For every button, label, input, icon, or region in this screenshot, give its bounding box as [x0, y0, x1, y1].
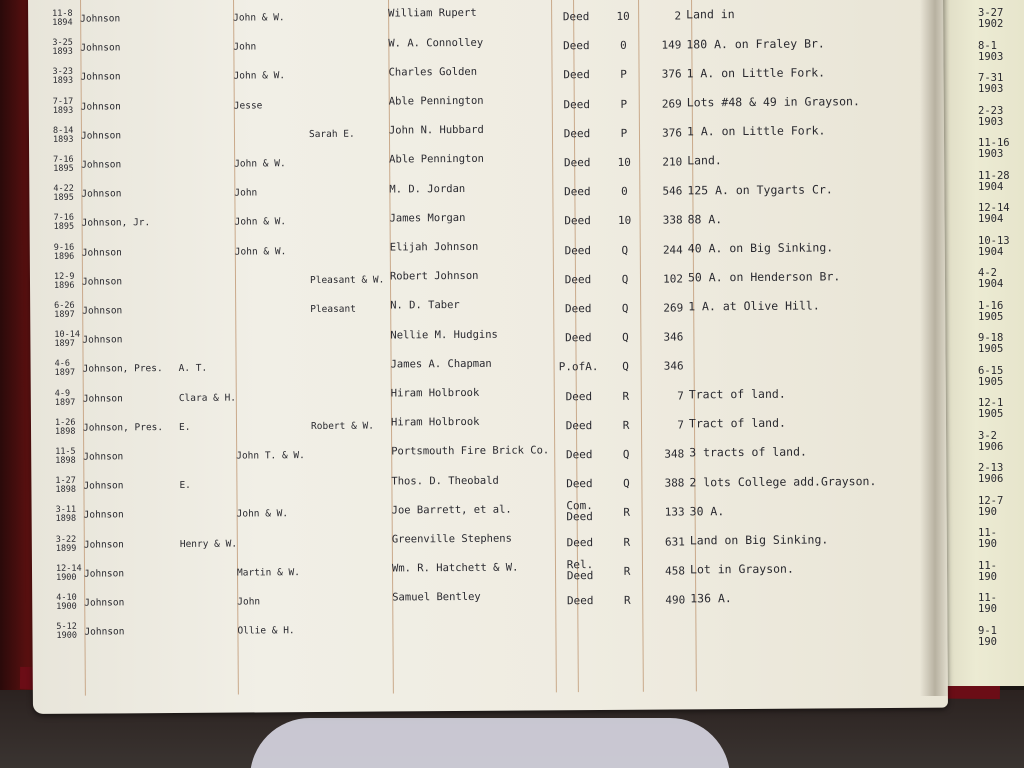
entry-kind: Deed: [565, 448, 593, 462]
entry-date: 7-16 1895: [53, 154, 74, 174]
entry-book: 10: [616, 9, 630, 23]
facing-date: 12-14 1904: [978, 202, 1010, 225]
entry-book: R: [623, 506, 630, 520]
entry-g1: E.: [179, 480, 191, 492]
entry-desc: 125 A. on Tygarts Cr.: [687, 181, 833, 197]
ledger-row: [28, 29, 928, 63]
entry-date: 4-10 1900: [56, 592, 77, 612]
entry-desc: Land.: [687, 153, 722, 168]
entry-desc: Lots #48 & 49 in Grayson.: [686, 94, 860, 110]
entry-g2: John & W.: [236, 508, 289, 520]
entry-kind: Deed: [563, 126, 591, 141]
entry-book: P: [620, 68, 627, 82]
entry-date: 8-14 1893: [52, 125, 74, 145]
ledger-row: [32, 613, 932, 647]
facing-date: 3-2 1906: [978, 429, 1004, 453]
entry-page: 149: [661, 38, 682, 52]
facing-date: 11-16 1903: [978, 137, 1010, 160]
entry-kind: Deed: [564, 185, 591, 199]
entry-desc: 40 A. on Big Sinking.: [687, 240, 834, 256]
entry-surname: Johnson: [80, 130, 122, 142]
entry-kind: Deed: [565, 331, 592, 345]
fabric-foreground: [250, 718, 730, 768]
entry-grantee: Joe Barrett, et al.: [391, 503, 512, 517]
entry-desc: 1 A. at Olive Hill.: [688, 298, 820, 314]
entry-g2: John & W.: [233, 12, 285, 24]
entry-surname: Johnson: [80, 71, 121, 84]
entry-kind: Deed: [563, 68, 590, 82]
entry-page: 2: [674, 9, 682, 23]
entry-page: 490: [665, 593, 686, 607]
entry-grantee: Greenville Stephens: [391, 532, 512, 546]
entry-book: 0: [620, 39, 627, 53]
entry-g2: Martin & W.: [236, 566, 300, 579]
entry-g3: Pleasant & W.: [309, 274, 385, 286]
facing-date: 11- 190: [978, 527, 997, 550]
entry-surname: Johnson: [82, 305, 123, 317]
entry-date: 6-26 1897: [54, 300, 75, 320]
entry-kind: Deed: [564, 302, 592, 316]
entry-book: 0: [621, 185, 628, 199]
ledger-row: [29, 204, 929, 238]
entry-page: 631: [664, 535, 685, 549]
entry-surname: Johnson: [81, 276, 123, 288]
entry-page: 376: [662, 126, 683, 140]
facing-date: 3-27 1902: [978, 7, 1004, 30]
entry-grantee: Portsmouth Fire Brick Co.: [391, 444, 550, 458]
entry-g2: Ollie & H.: [237, 625, 295, 637]
entry-date: 5-12 1900: [56, 621, 77, 642]
entry-date: 3-22 1899: [55, 534, 77, 554]
entry-desc: 1 A. on Little Fork.: [686, 123, 826, 139]
facing-date: 9-18 1905: [978, 332, 1004, 355]
entry-date: 4-9 1897: [54, 388, 76, 408]
entry-g2: John: [233, 41, 257, 53]
entry-surname: Johnson: [83, 568, 125, 580]
entry-desc: Lot in Grayson.: [689, 561, 794, 577]
entry-surname: Johnson: [83, 451, 124, 463]
facing-date: 1-16 1905: [978, 299, 1004, 323]
facing-date: 2-13 1906: [978, 462, 1004, 485]
entry-date: 3-25 1893: [52, 37, 73, 58]
entry-book: Q: [622, 331, 629, 345]
entry-g2: John: [234, 187, 258, 199]
entry-grantee: M. D. Jordan: [389, 182, 466, 196]
entry-desc: 88 A.: [687, 211, 723, 227]
entry-date: 4-6 1897: [54, 359, 76, 379]
entry-g2: John & W.: [234, 245, 287, 258]
entry-surname: Johnson, Pres.: [82, 421, 164, 434]
ledger-row: [31, 379, 931, 413]
ledger-row: [31, 409, 931, 443]
entry-grantee: Robert Johnson: [389, 270, 479, 283]
entry-g1: A. T.: [178, 363, 208, 375]
entry-page: 102: [663, 272, 684, 286]
facing-date: 4-2 1904: [978, 267, 1004, 290]
entry-surname: Johnson: [81, 188, 122, 200]
entry-g2: John & W.: [233, 70, 286, 82]
entry-kind: Com. Deed: [566, 499, 593, 524]
entry-book: Q: [621, 272, 629, 286]
entry-surname: Johnson: [81, 159, 122, 171]
entry-date: 12-9 1896: [53, 271, 75, 291]
entry-page: 133: [664, 505, 685, 519]
entry-grantee: Able Pennington: [388, 94, 484, 108]
entry-page: 458: [665, 564, 686, 578]
entry-grantee: W. A. Connolley: [388, 36, 484, 50]
ledger-row: [29, 87, 929, 121]
entry-book: 10: [617, 214, 632, 228]
facing-date: 11-28 1904: [978, 169, 1010, 193]
entry-surname: Johnson: [83, 480, 124, 492]
entry-page: 346: [663, 330, 684, 344]
entry-desc: 180 A. on Fraley Br.: [686, 36, 825, 51]
entry-date: 7-16 1895: [53, 213, 75, 233]
entry-g2: John: [237, 596, 261, 608]
facing-date: 11- 190: [978, 559, 997, 583]
entry-desc: 2 lots College add.Grayson.: [689, 473, 877, 489]
ledger-row: [29, 175, 929, 209]
ledger-row: [28, 58, 928, 92]
facing-date: 11- 190: [978, 592, 997, 615]
entry-date: 1-26 1898: [54, 417, 76, 437]
entry-book: R: [623, 535, 631, 549]
entry-surname: Johnson: [82, 392, 123, 405]
entry-book: Q: [621, 243, 629, 257]
entry-desc: 3 tracts of land.: [689, 444, 807, 460]
entry-g2: John & W.: [234, 158, 286, 170]
entry-kind: Deed: [562, 10, 590, 24]
entry-book: R: [622, 389, 630, 403]
entry-kind: Deed: [565, 418, 593, 433]
entry-date: 12-14 1900: [55, 563, 82, 583]
ledger-row: [32, 555, 932, 589]
ledger-row: [30, 263, 930, 297]
facing-date: 12-1 1905: [978, 397, 1004, 420]
entry-grantee: Hiram Holbrook: [390, 416, 480, 429]
entry-g3: Sarah E.: [308, 128, 355, 140]
entry-g3: Robert & W.: [310, 420, 374, 432]
entry-desc: Tract of land.: [688, 415, 786, 431]
entry-date: 7-17 1893: [52, 96, 74, 116]
entry-page: 7: [677, 418, 685, 432]
entry-grantee: Samuel Bentley: [392, 591, 481, 604]
facing-date: 10-13 1904: [978, 234, 1010, 258]
entry-grantee: Able Pennington: [389, 153, 485, 166]
entry-g2: John & W.: [234, 216, 287, 228]
entry-page: 269: [661, 97, 682, 111]
entry-page: 269: [663, 301, 684, 315]
facing-date: 8-1 1903: [978, 39, 1004, 63]
entry-book: Q: [621, 301, 629, 315]
entry-date: 10-14 1897: [54, 329, 80, 350]
ledger-row: [30, 321, 930, 355]
entry-book: P: [620, 126, 628, 140]
entry-desc: Tract of land.: [688, 386, 786, 402]
entry-grantee: Nellie M. Hudgins: [390, 328, 498, 342]
entry-book: P: [620, 97, 628, 111]
entry-page: 338: [662, 213, 683, 227]
facing-page: [940, 0, 1024, 686]
entry-g1: Henry & W.: [179, 538, 238, 550]
entry-desc: Land on Big Sinking.: [689, 532, 829, 548]
entry-kind: Deed: [566, 594, 594, 608]
entry-kind: Deed: [565, 389, 593, 403]
entry-page: 376: [661, 67, 682, 81]
entry-g3: Pleasant: [310, 303, 356, 316]
entry-desc: 136 A.: [690, 591, 732, 606]
entry-grantee: Charles Golden: [388, 65, 478, 79]
entry-g2: John T. & W.: [236, 450, 305, 462]
entry-page: 210: [662, 155, 683, 169]
entry-kind: Deed: [564, 243, 592, 257]
entry-surname: Johnson: [80, 13, 121, 25]
ledger-row: [31, 350, 931, 384]
book-gutter-shadow: [920, 0, 950, 696]
entry-g1: Clara & H.: [178, 392, 237, 404]
entry-kind: Rel. Deed: [566, 557, 594, 583]
entry-surname: Johnson, Pres.: [82, 363, 163, 376]
entry-page: 7: [677, 389, 684, 403]
entry-book: R: [623, 564, 631, 578]
facing-date: 7-31 1903: [978, 72, 1004, 95]
entry-surname: Johnson: [83, 538, 124, 551]
entry-kind: Deed: [566, 477, 593, 491]
entry-date: 11-8 1894: [52, 8, 73, 28]
entry-date: 1-27 1898: [55, 475, 76, 496]
ledger-page: [28, 0, 948, 714]
entry-grantee: Wm. R. Hatchett & W.: [391, 561, 519, 575]
entry-grantee: N. D. Taber: [390, 299, 460, 312]
entry-kind: Deed: [564, 214, 591, 228]
entry-g2: Jesse: [233, 99, 263, 112]
entry-grantee: William Rupert: [388, 7, 477, 20]
entry-surname: Johnson: [82, 334, 123, 346]
entry-grantee: John N. Hubbard: [388, 124, 484, 137]
ledger-row: [30, 233, 930, 267]
entry-grantee: James A. Chapman: [390, 357, 492, 371]
entry-date: 3-11 1898: [55, 505, 77, 525]
entry-book: Q: [622, 360, 629, 374]
entry-book: Q: [623, 476, 630, 491]
entry-kind: Deed: [564, 272, 592, 287]
entry-date: 11-5 1898: [55, 446, 76, 466]
entry-book: 10: [617, 155, 631, 169]
entry-surname: Johnson: [83, 509, 124, 522]
entry-desc: Land in: [686, 7, 735, 22]
entry-surname: Johnson, Jr.: [81, 217, 151, 230]
facing-date: 9-1 190: [978, 624, 997, 648]
entry-kind: Deed: [563, 39, 590, 53]
entry-kind: P.ofA.: [558, 360, 599, 374]
entry-kind: Deed: [563, 97, 591, 111]
entry-grantee: James Morgan: [389, 211, 466, 225]
entry-kind: Deed: [563, 156, 591, 170]
ledger-row: [29, 117, 929, 151]
entry-page: 546: [662, 184, 683, 198]
entry-grantee: Elijah Johnson: [389, 240, 479, 254]
entry-book: R: [623, 593, 631, 607]
entry-book: R: [622, 418, 630, 432]
entry-page: 388: [664, 476, 685, 490]
entry-grantee: Hiram Holbrook: [390, 386, 480, 400]
facing-date: 12-7 190: [978, 494, 1004, 518]
entry-desc: 50 A. on Henderson Br.: [687, 269, 841, 285]
entry-surname: Johnson: [84, 626, 125, 638]
entry-grantee: Thos. D. Theobald: [391, 474, 499, 488]
entry-surname: Johnson: [81, 246, 122, 259]
entry-date: 3-23 1893: [52, 67, 74, 87]
entry-page: 348: [664, 447, 685, 461]
entry-desc: 1 A. on Little Fork.: [686, 65, 826, 81]
entry-g1: E.: [178, 421, 191, 433]
entry-date: 9-16 1896: [53, 242, 75, 262]
facing-date: 6-15 1905: [978, 364, 1004, 388]
facing-date: 2-23 1903: [978, 104, 1004, 128]
entry-page: 346: [663, 359, 684, 373]
entry-date: 4-22 1895: [53, 183, 74, 204]
entry-surname: Johnson: [84, 597, 125, 609]
entry-surname: Johnson: [80, 100, 121, 113]
entry-surname: Johnson: [80, 42, 121, 54]
entry-page: 244: [662, 243, 683, 257]
entry-book: Q: [622, 447, 630, 461]
entry-kind: Deed: [566, 535, 594, 549]
entry-desc: 30 A.: [689, 503, 725, 519]
